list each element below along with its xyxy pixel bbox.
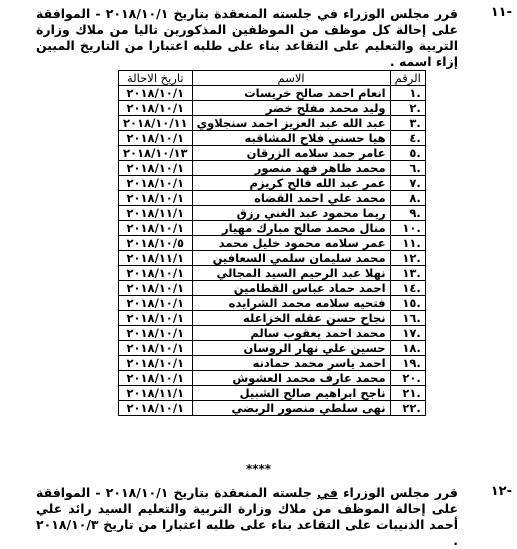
row-name: محمد سليمان سلمي السعافين — [192, 251, 390, 266]
header-date: تاريخ الاحالة — [119, 71, 193, 86]
row-date: ٢٠١٨/١٠/٥ — [119, 236, 193, 251]
row-name: فتحيه سلامه محمد الشرايده — [192, 296, 390, 311]
item-12-number: -١٢ — [490, 484, 512, 499]
row-index: .١٥ — [390, 296, 425, 311]
row-index: .١١ — [390, 236, 425, 251]
row-index: .١٠ — [390, 221, 425, 236]
row-index: .١٣ — [390, 266, 425, 281]
table-row — [119, 326, 426, 341]
retirees-table — [118, 70, 426, 416]
table-row — [119, 161, 426, 176]
row-date: ٢٠١٨/١٠/١ — [119, 221, 193, 236]
row-name: عامر حمد سلامه الزرقان — [192, 146, 390, 161]
table-row — [119, 116, 426, 131]
row-date: ٢٠١٨/١٠/١ — [119, 101, 193, 116]
header-name: الاسم — [192, 71, 390, 86]
row-date: ٢٠١٨/١٠/١ — [119, 191, 193, 206]
table-row — [119, 191, 426, 206]
row-date: ٢٠١٨/١٠/١ — [119, 356, 193, 371]
row-date: ٢٠١٨/١١/١ — [119, 206, 193, 221]
row-index: .١٦ — [390, 311, 425, 326]
row-date: ٢٠١٨/١٠/١ — [119, 86, 193, 101]
table-row — [119, 86, 426, 101]
row-index: .٣ — [390, 116, 425, 131]
row-index: .٥ — [390, 146, 425, 161]
row-index: .٢٠ — [390, 371, 425, 386]
table-row — [119, 206, 426, 221]
table-row — [119, 401, 426, 416]
row-index: .٤ — [390, 131, 425, 146]
row-name: عمر عبد الله فالح كريزم — [192, 176, 390, 191]
item-12-prefix: قرر مجلس الوزراء — [337, 485, 458, 500]
row-index: .١٢ — [390, 251, 425, 266]
table-row — [119, 176, 426, 191]
item-12-underlined: في — [317, 485, 338, 500]
row-date: ٢٠١٨/١٠/١١ — [119, 116, 193, 131]
row-date: ٢٠١٨/١٠/١ — [119, 266, 193, 281]
row-date: ٢٠١٨/١٠/١ — [119, 311, 193, 326]
row-index: .١٨ — [390, 341, 425, 356]
row-date: ٢٠١٨/١١/١ — [119, 386, 193, 401]
item-11-number: -١١ — [490, 5, 512, 20]
row-name: محمد ظاهر فهد منصور — [192, 161, 390, 176]
row-name: احمد حماد عباس القطامين — [192, 281, 390, 296]
row-index: .٨ — [390, 191, 425, 206]
table-row — [119, 266, 426, 281]
table-row — [119, 131, 426, 146]
table-row — [119, 221, 426, 236]
row-index: .١٤ — [390, 281, 425, 296]
row-index: .١٩ — [390, 356, 425, 371]
row-name: ريما محمود عبد الغني رزق — [192, 206, 390, 221]
table-row — [119, 146, 426, 161]
separator-stars: **** — [245, 462, 272, 476]
row-name: محمد عارف محمد العشوش — [192, 371, 390, 386]
table-row — [119, 371, 426, 386]
row-date: ٢٠١٨/١٠/١٣ — [119, 146, 193, 161]
row-index: .٢١ — [390, 386, 425, 401]
row-name: منال محمد صالح مبارك مهيار — [192, 221, 390, 236]
table-row — [119, 296, 426, 311]
row-date: ٢٠١٨/١٠/١ — [119, 371, 193, 386]
table-row — [119, 236, 426, 251]
row-index: .١٧ — [390, 326, 425, 341]
header-index: الرقم — [390, 71, 425, 86]
row-date: ٢٠١٨/١٠/١ — [119, 281, 193, 296]
row-name: نهى سلطي منصور الربضي — [192, 401, 390, 416]
table-row — [119, 251, 426, 266]
table-header-row — [119, 71, 426, 86]
row-name: عمر سلامه محمود خليل محمد — [192, 236, 390, 251]
item-12-rest: جلسته المنعقدة بتاريخ ٢٠١٨/١٠/١ - الموافقة على إحالة الموظف من ملاك وزارة التربية والتعليم السيد رائد علي أحمد الذنيبات على التقاعد بناء على طلبه اعتبارا من تاريخ ٢٠١٨/١٠/٣ . — [36, 485, 458, 548]
item-12-text — [36, 485, 458, 549]
table-row — [119, 101, 426, 116]
row-index: .١ — [390, 86, 425, 101]
table-row — [119, 281, 426, 296]
row-name: نجاح حسن عقله الخزاعله — [192, 311, 390, 326]
row-name: محمد احمد يعقوب سالم — [192, 326, 390, 341]
row-index: .٦ — [390, 161, 425, 176]
row-name: نهلا عبد الرحيم السيد المجالي — [192, 266, 390, 281]
item-11-text: قرر مجلس الوزراء في جلسته المنعقدة بتاريخ ٢٠١٨/١٠/١ - الموافقة على إحالة كل موظف من الموظفين المذكورين تاليا من ملاك وزارة التربية والتعليم على التقاعد بناء على طلبه اعتبارا من التاريخ المبين إزاء اسمه . — [36, 6, 458, 69]
row-name: ناجح ابراهيم صالح الشبيل — [192, 386, 390, 401]
table-row — [119, 356, 426, 371]
row-date: ٢٠١٨/١٠/١ — [119, 341, 193, 356]
row-name: حسين علي نهار الروسان — [192, 341, 390, 356]
row-date: ٢٠١٨/١٠/١ — [119, 401, 193, 416]
row-name: انعام احمد صالح خريسات — [192, 86, 390, 101]
row-name: هيا حسني فلاح المشاقبه — [192, 131, 390, 146]
row-index: .٧ — [390, 176, 425, 191]
table-row — [119, 386, 426, 401]
row-name: محمد علي احمد القضاه — [192, 191, 390, 206]
row-index: .٢ — [390, 101, 425, 116]
table-row — [119, 311, 426, 326]
row-date: ٢٠١٨/١١/١ — [119, 251, 193, 266]
row-date: ٢٠١٨/١٠/١ — [119, 326, 193, 341]
row-index: .٩ — [390, 206, 425, 221]
row-name: عبد الله عبد العزيز احمد سنجلاوي — [192, 116, 390, 131]
table-row — [119, 341, 426, 356]
row-date: ٢٠١٨/١٠/١ — [119, 131, 193, 146]
row-date: ٢٠١٨/١٠/١ — [119, 176, 193, 191]
row-name: احمد ياسر محمد حمادنه — [192, 356, 390, 371]
row-name: وليد محمد مفلح خضر — [192, 101, 390, 116]
row-date: ٢٠١٨/١٠/١ — [119, 161, 193, 176]
row-index: .٢٢ — [390, 401, 425, 416]
row-date: ٢٠١٨/١٠/١ — [119, 296, 193, 311]
